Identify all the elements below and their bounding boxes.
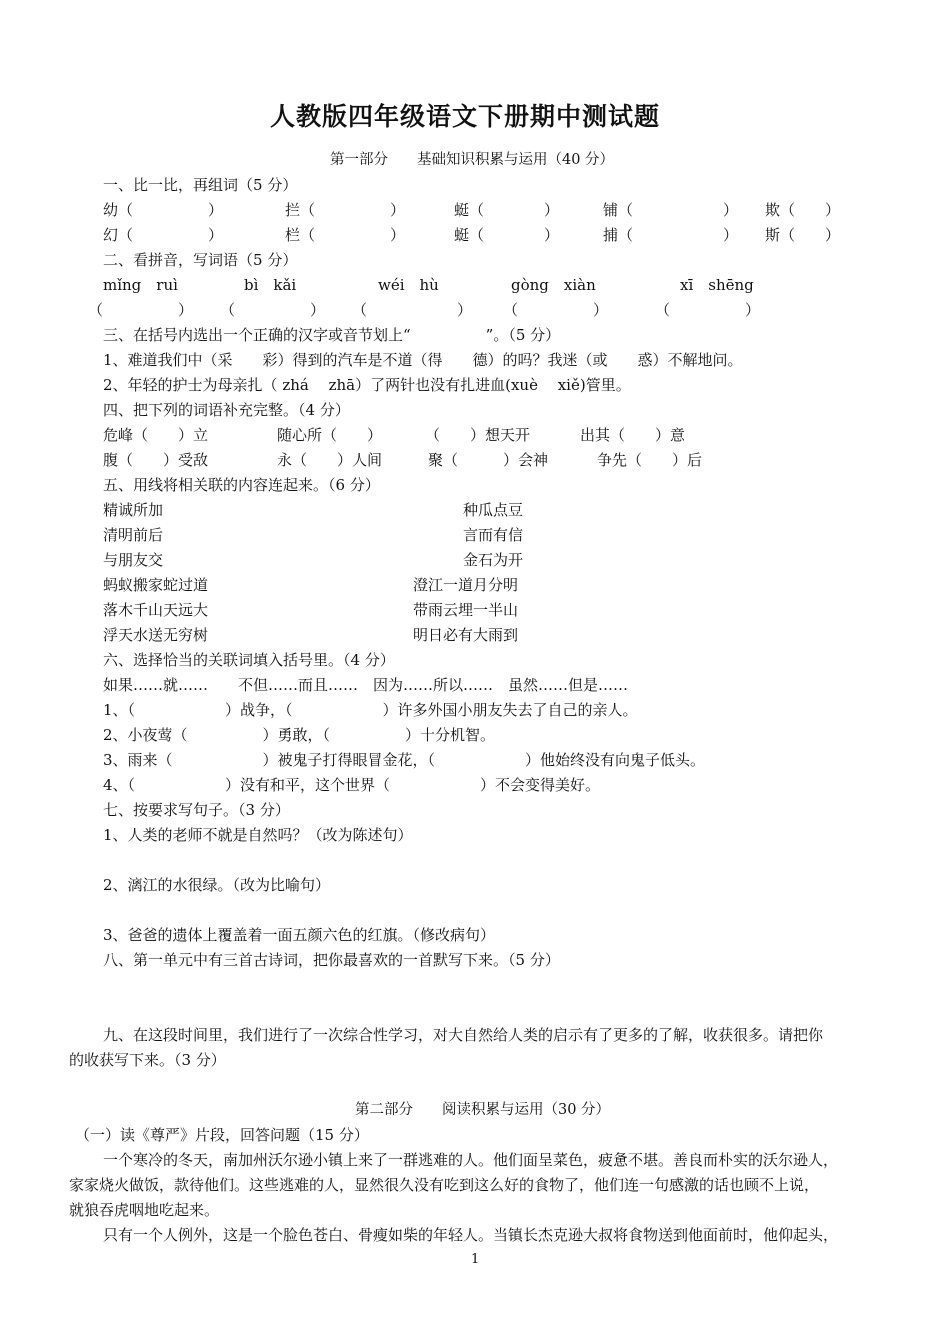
match-right: 种瓜点豆 xyxy=(463,501,524,519)
answer-blank: （ ） xyxy=(655,301,761,319)
idiom-blank: 腹（ ）受敌 xyxy=(103,451,209,469)
idiom-blank: 聚（ ）会神 xyxy=(428,451,549,469)
answer-blank: （ ） xyxy=(220,301,326,319)
idiom-blank: 随心所（ ） xyxy=(277,426,383,444)
q1-label: 一、比一比，再组词（5 分） xyxy=(103,176,298,194)
q5-label: 五、用线将相关联的内容连起来。（6 分） xyxy=(103,476,380,494)
match-left: 与朋友交 xyxy=(103,551,164,569)
answer-blank: （ ） xyxy=(503,301,609,319)
q4-label: 四、把下列的词语补充完整。（4 分） xyxy=(103,401,350,419)
answer-blank: （ ） xyxy=(352,301,473,319)
match-left: 清明前后 xyxy=(103,526,164,544)
q9-text: 九、在这段时间里，我们进行了一次综合性学习，对大自然给人类的启示有了更多的了解，收获很多。请把你 xyxy=(103,1026,824,1044)
q9-text: 的收获写下来。（3 分） xyxy=(69,1051,226,1069)
q2-label: 二、看拼音，写词语（5 分） xyxy=(103,251,298,269)
q7-sentence: 3、爸爸的遗体上覆盖着一面五颜六色的红旗。（修改病句） xyxy=(103,926,496,944)
match-right: 澄江一道月分明 xyxy=(413,576,519,594)
passage-line: 只有一个人例外，这是一个脸色苍白、骨瘦如柴的年轻人。当镇长杰克逊大叔将食物送到他面前时，他仰起头， xyxy=(103,1226,839,1244)
passage-line: 一个寒冷的冬天，南加州沃尔逊小镇上来了一群逃难的人。他们面呈菜色，疲惫不堪。善良而朴实的沃尔逊人， xyxy=(103,1151,839,1169)
match-right: 带雨云埋一半山 xyxy=(413,601,519,619)
idiom-blank: （ ）想天开 xyxy=(425,426,531,444)
page-title: 人教版四年级语文下册期中测试题 xyxy=(270,104,661,131)
q1-item: 栏（ ） xyxy=(285,226,406,244)
q1-item: 拦（ ） xyxy=(285,201,406,219)
q6-sentence: 2、小夜莺（ ）勇敢，（ ）十分机智。 xyxy=(103,726,496,744)
match-left: 落木千山天远大 xyxy=(103,601,209,619)
q6-sentence: 1、（ ）战争，（ ）许多外国小朋友失去了自己的亲人。 xyxy=(103,701,638,719)
part1-heading: 第一部分 基础知识积累与运用（40 分） xyxy=(330,152,615,168)
q3-sentence: 1、难道我们中（采 彩）得到的汽车是不道（得 德）的吗？我迷（或 惑）不解地问。 xyxy=(103,351,743,369)
match-right: 金石为开 xyxy=(463,551,524,569)
q1-item: 幻（ ） xyxy=(103,226,224,244)
pinyin: bì kǎi xyxy=(244,276,297,294)
q1-item: 捕（ ） xyxy=(603,226,739,244)
q6-sentence: 3、雨来（ ）被鬼子打得眼冒金花，（ ）他始终没有向鬼子低头。 xyxy=(103,751,706,769)
match-left: 精诚所加 xyxy=(103,501,164,519)
answer-blank: （ ） xyxy=(88,301,194,319)
q6-label: 六、选择恰当的关联词填入括号里。（4 分） xyxy=(103,651,395,669)
match-left: 蚂蚁搬家蛇过道 xyxy=(103,576,209,594)
q7-label: 七、按要求写句子。（3 分） xyxy=(103,801,290,819)
section-label: （一）读《尊严》片段，回答问题（15 分） xyxy=(75,1126,369,1144)
q1-item: 斯（ ） xyxy=(765,226,841,244)
passage-line: 就狼吞虎咽地吃起来。 xyxy=(69,1201,220,1219)
q6-options: 如果……就…… 不但……而且…… 因为……所以…… 虽然……但是…… xyxy=(103,676,629,694)
pinyin: gòng xiàn xyxy=(511,276,596,294)
part2-heading: 第二部分 阅读积累与运用（30 分） xyxy=(355,1102,611,1118)
idiom-blank: 危峰（ ）立 xyxy=(103,426,209,444)
q3-label: 三、在括号内选出一个正确的汉字或音节划上“ ”。（5 分） xyxy=(103,326,561,344)
idiom-blank: 争先（ ）后 xyxy=(597,451,703,469)
q1-item: 蜓（ ） xyxy=(454,201,560,219)
q1-item: 欺（ ） xyxy=(765,201,841,219)
page-number: 1 xyxy=(471,1252,480,1267)
q7-sentence: 1、人类的老师不就是自然吗？（改为陈述句） xyxy=(103,826,413,844)
pinyin: xī shēng xyxy=(680,276,754,294)
match-right: 明日必有大雨到 xyxy=(413,626,519,644)
q1-item: 铺（ ） xyxy=(603,201,739,219)
pinyin: mǐng ruì xyxy=(103,276,178,294)
idiom-blank: 出其（ ）意 xyxy=(580,426,686,444)
match-left: 浮天水送无穷树 xyxy=(103,626,209,644)
match-right: 言而有信 xyxy=(463,526,524,544)
passage-line: 家家烧火做饭，款待他们。这些逃难的人，显然很久没有吃到这么好的食物了，他们连一句感激的话也顾不上说， xyxy=(69,1176,820,1194)
q8-label: 八、第一单元中有三首古诗词，把你最喜欢的一首默写下来。（5 分） xyxy=(103,951,560,969)
q1-item: 蜓（ ） xyxy=(454,226,560,244)
q3-sentence: 2、年轻的护士为母亲扎（ zhá zhā）了两针也没有扎进血(xuè xiě)管里。 xyxy=(103,376,631,394)
pinyin: wéi hù xyxy=(378,276,439,294)
q7-sentence: 2、漓江的水很绿。（改为比喻句） xyxy=(103,876,331,894)
q1-item: 幼（ ） xyxy=(103,201,224,219)
idiom-blank: 永（ ）人间 xyxy=(277,451,383,469)
q6-sentence: 4、（ ）没有和平，这个世界（ ）不会变得美好。 xyxy=(103,776,601,794)
